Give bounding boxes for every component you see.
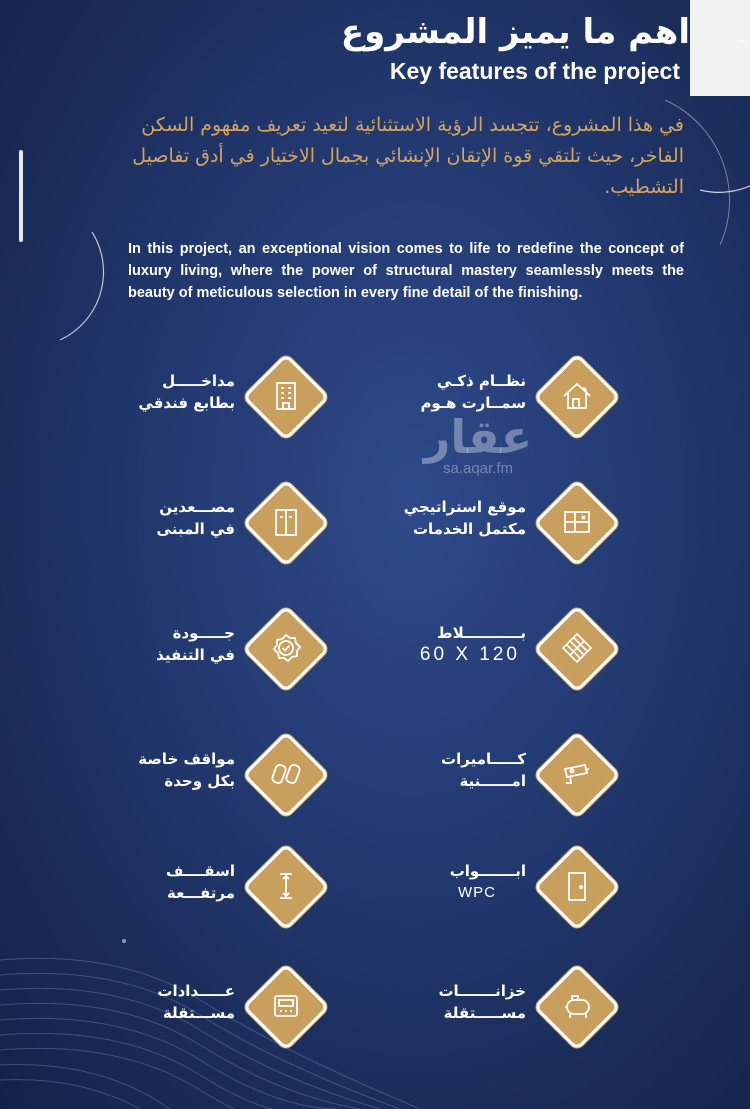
feature-title: مصـــعدين: [159, 498, 235, 516]
feature-title: اسقــــف: [165, 862, 235, 880]
tiles-icon: [550, 622, 604, 674]
corner-bar: [690, 0, 750, 96]
door-icon: [550, 860, 604, 912]
feature-title: ابـــــــواب: [449, 862, 526, 880]
feature-title: كـــــاميرات: [441, 750, 526, 768]
watermark-logo-text: عقار: [423, 410, 533, 464]
feature-ceilings: [0, 852, 317, 932]
feature-title: مداخـــــل: [162, 372, 235, 390]
quality-badge-icon: [259, 622, 313, 674]
feature-quality: [0, 614, 317, 694]
feature-title: نظــام ذكـي: [436, 372, 526, 390]
feature-elevators: [0, 488, 317, 568]
feature-title: بـــــــــــلاط: [437, 624, 526, 642]
feature-cameras: [288, 740, 608, 820]
feature-title: موقع استراتيجي: [403, 498, 526, 516]
feature-subtitle: بطابع فندقي: [138, 394, 235, 412]
map-icon: [550, 496, 604, 548]
feature-parking: [0, 740, 317, 820]
feature-hotel-entrances-block: [0, 362, 317, 442]
feature-subtitle: 60 X 120: [419, 644, 520, 665]
feature-subtitle: مســـــتقلة: [443, 1004, 526, 1022]
smart-home-icon: [550, 370, 604, 422]
feature-title: جـــــودة: [172, 624, 235, 642]
camera-icon: [550, 748, 604, 800]
scroll-indicator: [19, 150, 23, 242]
feature-subtitle: سمــارت هـوم: [420, 394, 526, 412]
page-title-arabic: اهم ما يميز المشروع: [340, 12, 690, 52]
feature-subtitle: مكتمل الخدمات: [412, 520, 526, 538]
feature-doors: [288, 852, 608, 932]
feature-subtitle: مســـتقلة: [162, 1004, 235, 1022]
height-arrow-icon: [259, 860, 313, 912]
elevator-icon: [259, 496, 313, 548]
feature-strategic-location: [288, 488, 608, 568]
cars-icon: [259, 748, 313, 800]
tank-icon: [550, 980, 604, 1032]
intro-text-arabic: في هذا المشروع، تتجسد الرؤية الاستثنائية لتعيد تعريف مفهوم السكن الفاخر، حيث تلتقي قوة الإتقان الإنشائي بجمال الاختيار في أدق تفاصيل التشطيب.: [132, 114, 684, 198]
feature-subtitle: في المبنى: [156, 520, 235, 538]
feature-title: مواقف خاصة: [138, 750, 235, 768]
feature-subtitle: امــــــنية: [459, 772, 526, 790]
intro-text-english: In this project, an exceptional vision comes to life to redefine the concept of luxury living, where the power of structural mastery seamlessly meets the beauty of meticulous selection in every fine detail of the finishing.: [128, 241, 684, 301]
page-title-english: Key features of the project: [389, 58, 680, 84]
feature-title: عـــــدادات: [157, 982, 235, 1000]
feature-title: خزانـــــــات: [438, 982, 526, 1000]
feature-subtitle: مرتفـــعة: [167, 884, 235, 902]
watermark-url: sa.aqar.fm: [442, 460, 514, 477]
feature-meters: [0, 972, 317, 1052]
feature-subtitle: في التنفيذ: [156, 646, 235, 664]
feature-tanks: [288, 972, 608, 1052]
building-icon: [259, 370, 313, 422]
feature-smart-home: [288, 362, 608, 442]
feature-tiles: [288, 614, 608, 694]
meter-icon: [259, 980, 313, 1032]
feature-subtitle: WPC: [458, 884, 496, 901]
feature-subtitle: بكل وحدة: [164, 772, 235, 790]
